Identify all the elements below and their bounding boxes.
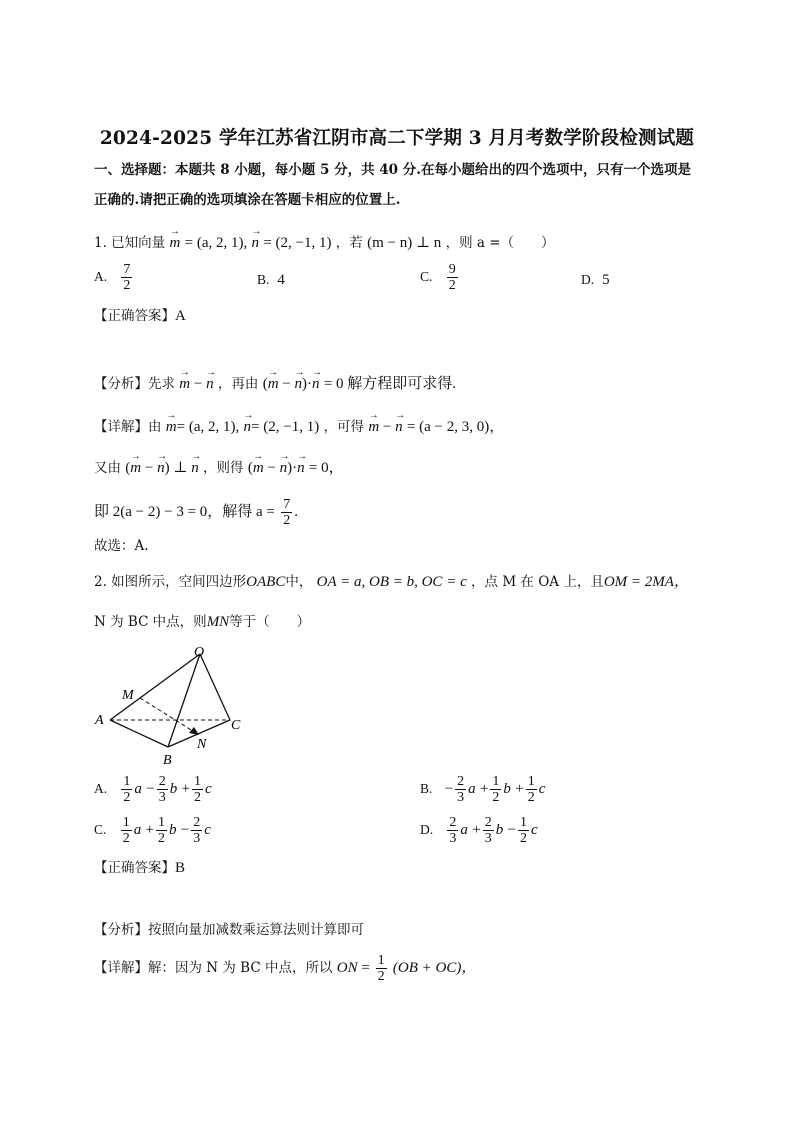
- label-c: C: [231, 718, 241, 733]
- q2-definitions: OA = a, OB = b, OC = c: [316, 574, 467, 590]
- q1-detail-line1: 【详解】由 → m= (a, 2, 1), → n= (2, −1, 1) ，可得 → m − → n = (a − 2, 3, 0)，: [94, 417, 504, 437]
- q2-analysis: 【分析】按照向量加减数乘运算法则计算即可: [94, 922, 364, 938]
- q2-option-c: C. $\frac{1}{2}$ a + $\frac{1}{2}$ b − $\frac{2}{3}$ c: [94, 815, 211, 846]
- page-title: 2024-2025 学年江苏省江阴市高二下学期 3 月月考数学阶段检测试题: [99, 128, 695, 149]
- vector-mn-arrowhead: [189, 727, 199, 735]
- q1-condition: (m − n) ⊥ n: [367, 235, 442, 251]
- q2-option-a: A. $\frac{1}{2}$ a − $\frac{2}{3}$ b + $\frac{1}{2}$ c: [94, 774, 212, 805]
- edge-oc: [200, 654, 230, 720]
- vector-mn-dashed: [140, 698, 196, 733]
- label-b: B: [163, 753, 172, 768]
- q1-option-d: D. 5: [581, 272, 610, 288]
- q1-option-a: A. $\frac{7}{2}$: [94, 262, 131, 293]
- section-instructions-line2: 正确的.请把正确的选项填涂在答题卡相应的位置上.: [94, 192, 401, 208]
- label-n: N: [197, 737, 207, 752]
- label-o: O: [194, 645, 205, 660]
- q2-option-d: D. $\frac{2}{3}$ a + $\frac{2}{3}$ b − $\frac{1}{2}$ c: [420, 815, 538, 846]
- label-a: A: [95, 713, 104, 728]
- q2-stem-line2: N 为 BC 中点，则MN等于（ ）: [94, 614, 311, 630]
- edge-ab: [110, 720, 168, 747]
- q1-analysis: 【分析】先求 → m − → n ，再由 (→ m − → n)·→ n = 0 解方程即可求得.: [94, 374, 456, 394]
- q2-stem-line1: 2. 如图所示，空间四边形OABC中， OA = a, OB = b, OC = c ，点 M 在 OA 上，且OM = 2MA，: [94, 574, 689, 590]
- q1-option-b: B. 4: [257, 272, 285, 288]
- q1-answer: 【正确答案】A: [94, 308, 186, 324]
- label-m: M: [122, 688, 134, 703]
- q1-detail-line2: 又由 (→ m − → n) ⊥ → n ，则得 (→ m − → n)·→ n = 0，: [94, 458, 344, 478]
- tetrahedron-figure: [90, 642, 260, 770]
- q1-option-c: C. $\frac{9}{2}$: [420, 262, 456, 293]
- q2-answer: 【正确答案】B: [94, 860, 186, 876]
- q1-stem: 1. 已知向量 → m = (a, 2, 1), → n = (2, −1, 1) ，若 (m − n) ⊥ n ，则 a =（ ）: [94, 233, 555, 253]
- edge-ao: [110, 654, 200, 720]
- q1-detail-line3: 即 2(a − 2) − 3 = 0，解得 a = $\frac{7}{2}$ .: [94, 497, 298, 528]
- section-instructions-line1: 一、选择题：本题共 8 小题，每小题 5 分，共 40 分.在每小题给出的四个选项中，只有一个选项是: [94, 162, 691, 178]
- q2-option-b: B. − $\frac{2}{3}$ a + $\frac{1}{2}$ b + $\frac{1}{2}$ c: [420, 774, 546, 805]
- q1-conclusion: 故选：A.: [94, 538, 149, 554]
- q2-detail: 【详解】解：因为 N 为 BC 中点，所以 ON = $\frac{1}{2}$ (OB + OC)，: [94, 953, 477, 984]
